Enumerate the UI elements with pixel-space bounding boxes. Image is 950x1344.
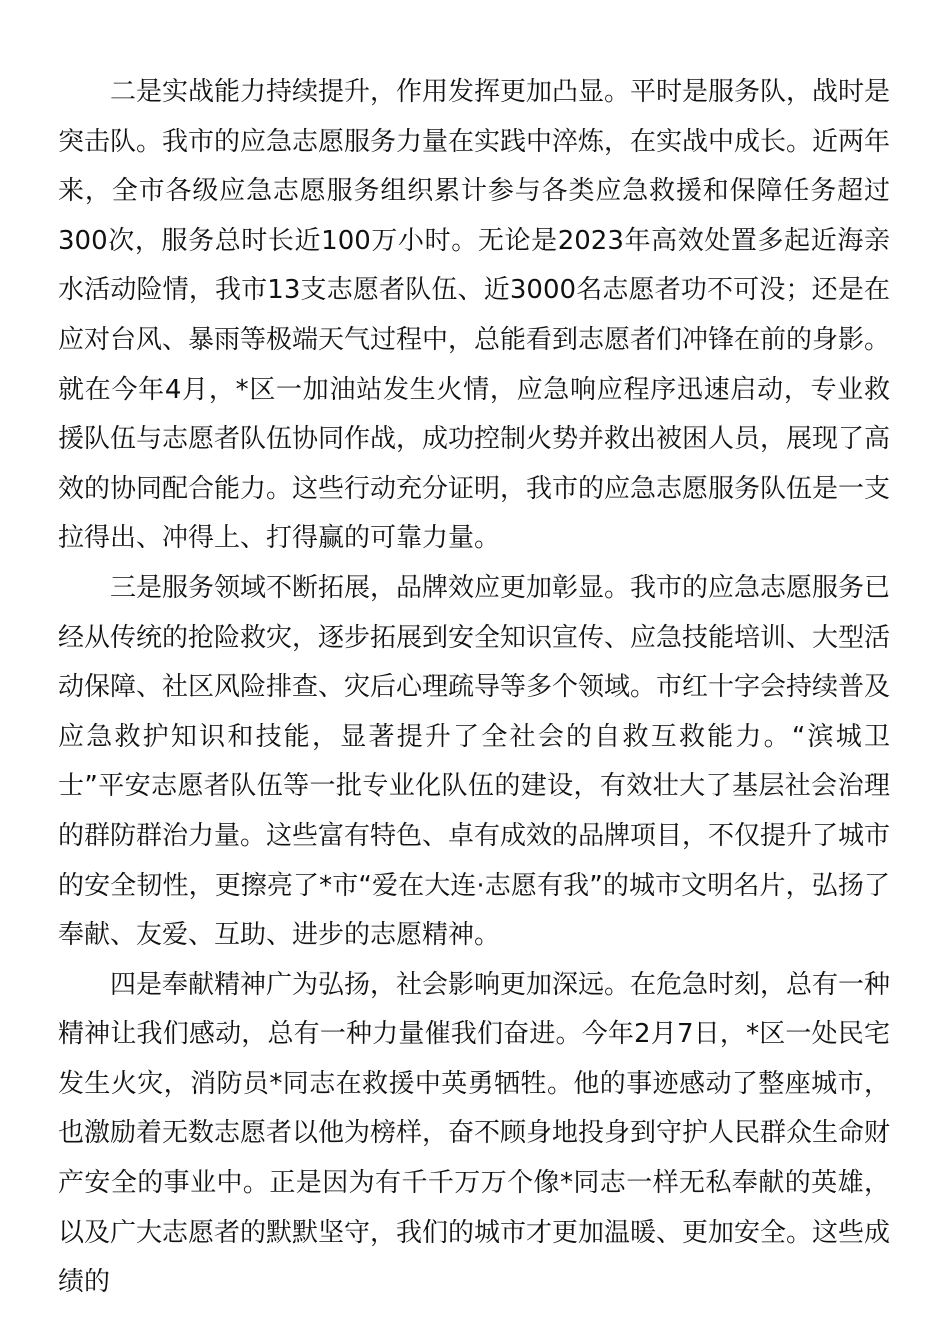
paragraph-dedication-spirit: 四是奉献精神广为弘扬，社会影响更加深远。在危急时刻，总有一种精神让我们感动，总有一种力量催我们奋进。今年2月7日，*区一处民宅发生火灾，消防员*同志在救援中英勇牺牲。他的事迹感动了整座城市，也激励着无数志愿者以他为榜样，奋不顾身地投身到守护人民群众生命财产安全的事业中。正是因为有千千万万个像*同志一样无私奉献的英雄，以及广大志愿者的默默坚守，我们的城市才更加温暖、更加安全。这些成绩的 (58, 969, 891, 1298)
document-body (58, 68, 890, 1308)
paragraph-service-areas: 三是服务领域不断拓展，品牌效应更加彰显。我市的应急志愿服务已经从传统的抢险救灾，逐步拓展到安全知识宣传、应急技能培训、大型活动保障、社区风险排查、灾后心理疏导等多个领域。市红十字会持续普及应急救护知识和技能，显著提升了全社会的自救互救能力。“滨城卫士”平安志愿者队伍等一批专业化队伍的建设，有效壮大了基层社会治理的群防群治力量。这些富有特色、卓有成效的品牌项目，不仅提升了城市的安全韧性，更擦亮了*市“爱在大连·志愿有我”的城市文明名片，弘扬了奉献、友爱、互助、进步的志愿精神。 (58, 572, 891, 951)
paragraph-practical-capability: 二是实战能力持续提升，作用发挥更加凸显。平时是服务队，战时是突击队。我市的应急志愿服务力量在实践中淬炼，在实战中成长。近两年来，全市各级应急志愿服务组织累计参与各类应急救援和保障任务超过300次，服务总时长近100万小时。无论是2023年高效处置多起近海亲水活动险情，我市13支志愿者队伍、近3000名志愿者功不可没；还是在应对台风、暴雨等极端天气过程中，总能看到志愿者们冲锋在前的身影。就在今年4月，*区一加油站发生火情，应急响应程序迅速启动，专业救援队伍与志愿者队伍协同作战，成功控制火势并救出被困人员，展现了高效的协同配合能力。这些行动充分证明，我市的应急志愿服务队伍是一支拉得出、冲得上、打得赢的可靠力量。 (58, 77, 891, 554)
